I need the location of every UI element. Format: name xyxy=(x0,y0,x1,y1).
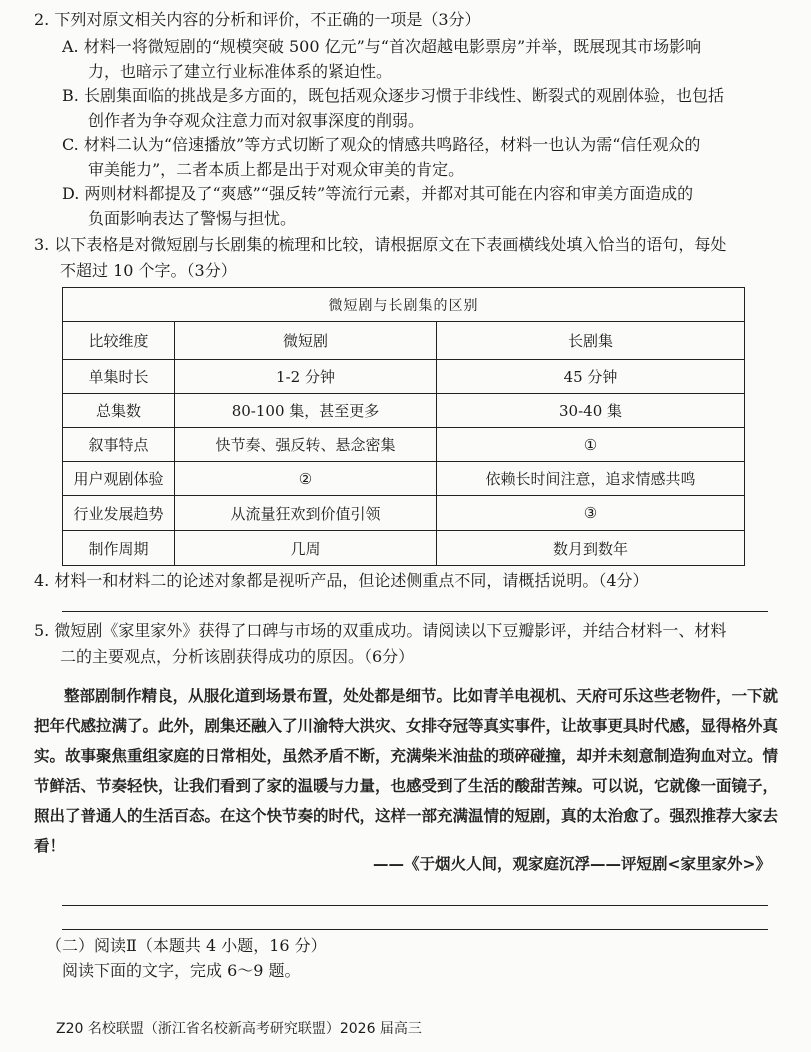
table-row xyxy=(63,428,745,462)
question-2-option-c xyxy=(62,132,774,182)
option-text-line2: 力，也暗示了建立行业标准体系的紧迫性。 xyxy=(88,62,393,81)
table-cell: 几周 xyxy=(175,531,437,566)
option-text-line1: 材料一将微短剧的“规模突破 500 亿元”与“首次超越电影票房”并举，既展现其市场影响 xyxy=(83,37,702,56)
answer-line xyxy=(62,611,768,612)
question-2-stem: 2. 下列对原文相关内容的分析和评价，不正确的一项是（3分） xyxy=(34,10,481,29)
option-label: B. xyxy=(62,86,79,105)
question-5-line1: 5. 微短剧《家里家外》获得了口碑与市场的双重成功。请阅读以下豆瓣影评，并结合材料一、材料 xyxy=(34,621,727,640)
table-cell: 行业发展趋势 xyxy=(63,496,175,531)
question-3-line2: 不超过 10 个字。（3分） xyxy=(60,261,237,280)
page-footer: Z20 名校联盟（浙江省名校新高考研究联盟）2026 届高三 xyxy=(56,1021,422,1037)
douban-review-text: 整部剧制作精良，从服化道到场景布置，处处都是细节。比如青羊电视机、天府可乐这些老物件，一下就把年代感拉满了。此外，剧集还融入了川渝特大洪灾、女排夺冠等真实事件，让故事更具时代感，显得格外真实。故事聚焦重组家庭的日常相处，虽然矛盾不断，充满柴米油盐的琐碎碰撞，却并未刻意制造狗血对立。情节鲜活、节奏轻快，让我们看到了家的温暖与力量，也感受到了生活的酸甜苦辣。可以说，它就像一面镜子，照出了普通人的生活百态。在这个快节奏的时代，这样一部充满温情的短剧，真的太治愈了。强烈推荐大家去看！ xyxy=(34,687,779,855)
table-header-cell: 比较维度 xyxy=(63,322,175,360)
option-label: C. xyxy=(62,135,79,154)
question-3-line1: 3. 以下表格是对微短剧与长剧集的梳理和比较，请根据原文在下表画横线处填入恰当的语句，每处 xyxy=(34,235,727,254)
table-cell: 数月到数年 xyxy=(437,531,745,566)
table-cell: 快节奏、强反转、悬念密集 xyxy=(175,428,437,462)
question-5-line2: 二的主要观点，分析该剧获得成功的原因。（6分） xyxy=(60,647,415,666)
option-label: A. xyxy=(62,37,79,56)
table-row xyxy=(63,496,745,531)
option-text-line2: 创作者为争夺观众注意力而对叙事深度的削弱。 xyxy=(88,111,425,130)
option-text-line1: 两则材料都提及了“爽感”“强反转”等流行元素，并都对其可能在内容和审美方面造成的 xyxy=(84,184,694,203)
table-row xyxy=(63,360,745,394)
table-row xyxy=(63,531,745,566)
table-cell-blank-1: ① xyxy=(437,428,745,462)
table-cell: 叙事特点 xyxy=(63,428,175,462)
table-cell-blank-3: ③ xyxy=(437,496,745,531)
question-2-option-a xyxy=(62,34,774,84)
table-cell: 从流量狂欢到价值引领 xyxy=(175,496,437,531)
table-row xyxy=(63,394,745,428)
option-text-line1: 材料二认为“倍速播放”等方式切断了观众的情感共鸣路径，材料一也认为需“信任观众的 xyxy=(83,135,701,154)
table-cell: 总集数 xyxy=(63,394,175,428)
table-cell: 单集时长 xyxy=(63,360,175,394)
table-cell: 依赖长时间注意，追求情感共鸣 xyxy=(437,462,745,496)
table-cell: 制作周期 xyxy=(63,531,175,566)
table-cell: 45 分钟 xyxy=(437,360,745,394)
question-4-stem: 4. 材料一和材料二的论述对象都是视听产品，但论述侧重点不同，请概括说明。（4分） xyxy=(34,571,649,590)
table-cell: 1-2 分钟 xyxy=(175,360,437,394)
table-header-row xyxy=(63,322,745,360)
table-title: 微短剧与长剧集的区别 xyxy=(63,288,745,322)
section-2-title: （二）阅读Ⅱ（本题共 4 小题，16 分） xyxy=(46,936,327,955)
section-2-instruction: 阅读下面的文字，完成 6～9 题。 xyxy=(62,961,301,980)
comparison-table xyxy=(62,287,745,566)
option-label: D. xyxy=(62,184,80,203)
option-text-line2: 负面影响表达了警惕与担忧。 xyxy=(88,209,297,228)
question-2-option-b xyxy=(62,83,774,133)
table-header-cell: 长剧集 xyxy=(437,322,745,360)
question-2-option-d xyxy=(62,181,774,231)
answer-line xyxy=(62,905,768,906)
table-cell-blank-2: ② xyxy=(175,462,437,496)
answer-line xyxy=(62,929,768,930)
option-text-line2: 审美能力”，二者本质上都是出于对观众审美的肯定。 xyxy=(88,160,465,179)
review-signature: ——《于烟火人间，观家庭沉浮——评短剧<家里家外>》 xyxy=(373,855,771,873)
question-3-stem xyxy=(34,232,774,284)
table-cell: 80-100 集，甚至更多 xyxy=(175,394,437,428)
table-cell: 用户观剧体验 xyxy=(63,462,175,496)
question-5-stem xyxy=(34,618,774,670)
option-text-line1: 长剧集面临的挑战是多方面的，既包括观众逐步习惯于非线性、断裂式的观剧体验，也包括 xyxy=(83,86,724,105)
table-cell: 30-40 集 xyxy=(437,394,745,428)
table-row xyxy=(63,462,745,496)
table-header-cell: 微短剧 xyxy=(175,322,437,360)
